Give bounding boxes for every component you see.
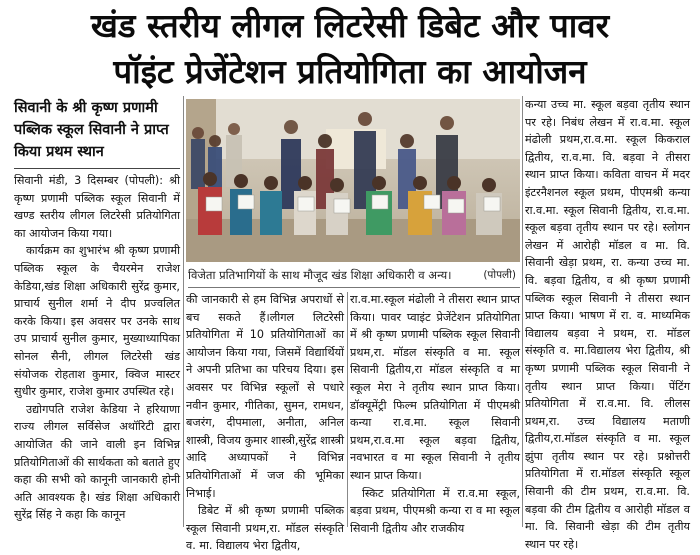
news-photo (186, 99, 520, 262)
subheading-divider (14, 168, 180, 169)
headline-line-1: खंड स्तरीय लीगल लिटरेसी डिबेट और पावर (90, 6, 610, 45)
article-column-3 (350, 291, 520, 535)
subheading: सिवानी के श्री कृष्ण प्रणामी पब्लिक स्कूल सिवानी ने प्राप्त किया प्रथम स्थान (14, 100, 169, 160)
article-column-1 (14, 172, 180, 527)
article-paragraph: रा.व.मा.स्कूल मंढोली ने तीसरा स्थान प्राप्त किया। पावर प्वाइंट प्रेजेंटेशन प्रतियोगिता में श्री कृष्ण प्रणामी पब्लिक स्कूल सिवानी प्रथम,रा. मॉडल संस्कृति व मा. स्कूल सिवानी द्वितीय,रा मॉडल संस्कृति व मा स्कूल मेरा ने तृतीय स्थान प्राप्त किया। डॉक्यूमेंट्री फिल्म प्रतियोगिता में पीएमश्री कन्या रा.व.मा. स्कूल सिवानी प्रथम,रा.व.मा स्कूल बड़वा द्वितीय, नवभारत व मा स्कूल सिवानी ने तृतीय स्थान प्राप्त किया। (350, 293, 520, 482)
column-divider (183, 96, 184, 527)
article-paragraph: उद्योगपति राजेश केडिया ने हरियाणा राज्य लीगल सर्विसेज अथॉरिटी द्वारा आयोजित की जाने वाली इन विभिन्न प्रतियोगिताओं की सार्थकता को बताते हुए कहा की सभी को कानूनी जानकारी होनी अति आवश्यक है। खंड शिक्षा अधिकारी सुरेंद्र सिंह ने कहा कि कानून (14, 402, 180, 522)
column-divider (347, 292, 348, 527)
article-paragraph: कार्यक्रम का शुभारंभ श्री कृष्ण प्रणामी पब्लिक स्कूल के चैयरमेन राजेश केडिया,खंड शिक्षा अधिकारी सुरेंद्र कुमार, प्राचार्य सुनील शर्मा ने दीप प्रज्वलित करके किया। इस अवसर पर उनके साथ उप प्राचार्य सुनील कुमार, मुख्याध्यापिका सोनल सैनी, लीगल लिटरेसी खंड संयोजक रोहताश कुमार, क्विज मास्टर सुधीर कुमार, राजेश कुमार उपस्थित रहे। (14, 244, 180, 399)
column-divider (522, 96, 523, 527)
photo-caption (188, 265, 520, 288)
article-paragraph: की जानकारी से हम विभिन्न अपराधों से बच सकते हैं।लीगल लिटरेसी प्रतियोगिता में 10 प्रतियोगिताओं का आयोजन किया गया, जिसमें विद्यार्थियों ने अपनी प्रतिभा का परिचय दिया। इस अवसर पर विभिन्न स्कूलों से पधारे नवीन कुमार, गीतिका, सुमन, रामधन, बजरंग, दीपमाला, अनीता, अनिल शास्त्री, विजय कुमार शास्त्री,सुरेंद्र शास्त्री आदि अध्यापकों ने विभिन्न प्रतियोगिताओं में जज की भूमिका निभाई। (186, 293, 344, 500)
photo-credit: (पोपली) (483, 269, 516, 281)
dateline-paragraph: सिवानी मंडी, 3 दिसम्बर (पोपली): श्री कृष्ण प्रणामी पब्लिक स्कूल सिवानी में खण्ड स्तरीय लीगल लिटरेसी प्रतियोगिता का आयोजन किया गया। (14, 174, 180, 240)
headline-line-2: पॉइंट प्रेजेंटेशन प्रतियोगिता का आयोजन (113, 52, 587, 91)
article-column-4 (525, 96, 690, 551)
article-column-2 (186, 291, 344, 553)
article-paragraph: कन्या उच्च मा. स्कूल बड़वा तृतीय स्थान पर रहे। निबंध लेखन में रा.व.मा. स्कूल मंढोली प्रथम,रा.व.मा. स्कूल किकराल द्वितीय, रा.व.मा. वि. बड़वा ने तीसरा स्थान प्राप्त किया। कविता वाचन में मदर इंटरनैशनल स्कूल प्रथम, पीएमश्री कन्या रा.व.मा. स्कूल सिवानी द्वितीय, रा.व.मा. स्कूल बड़वा तृतीय स्थान पर रहे। स्लोगन लेखन में आरोही मॉडल व मा. वि. सिवानी खेड़ा प्रथम, रा. कन्या उच्च मा. वि. बड़वा द्वितीय, व श्री कृष्ण प्रणामी पब्लिक स्कूल सिवानी ने तीसरा स्थान प्राप्त किया। भाषण में रा. व. माध्यमिक विद्यालय बड़वा ने प्रथम, रा. मॉडल संस्कृति व. मा.विद्यालय भेरा द्वितीय, श्री कृष्ण प्रणामी पब्लिक स्कूल सिवानी ने तृतीय स्थान प्राप्त किया। पेंटिंग प्रतियोगिता में रा.व.मा. वि. लीलस प्रथम,रा. उच्च विद्यालय मताणी द्वितीय,रा.मॉडल संस्कृति व मा. स्कूल झुंपा तृतीय स्थान पर रहे। प्रश्नोत्तरी प्रतियोगिता में रा.मॉडल संस्कृति स्कूल सिवानी की टीम प्रथम, रा.व.मा. वि. बड़वा की टीम द्वितीय व आरोही मॉडल व मा. वि. सिवानी खेड़ा की टीम तृतीय स्थान पर रहे। (525, 98, 690, 551)
article-paragraph: डिबेट में श्री कृष्ण प्रणामी पब्लिक स्कूल सिवानी प्रथम,रा. मॉडल संस्कृति व. मा. विद्यालय भेरा द्वितीय, (186, 504, 344, 553)
article-paragraph: स्किट प्रतियोगिता में रा.व.मा स्कूल, बड़वा प्रथम, पीएमश्री कन्या रा व मा स्कूल सिवानी द्वितीय और राजकीय (350, 486, 520, 535)
caption-text: विजेता प्रतिभागियों के साथ मौजूद खंड शिक्षा अधिकारी व अन्य। (188, 268, 452, 282)
